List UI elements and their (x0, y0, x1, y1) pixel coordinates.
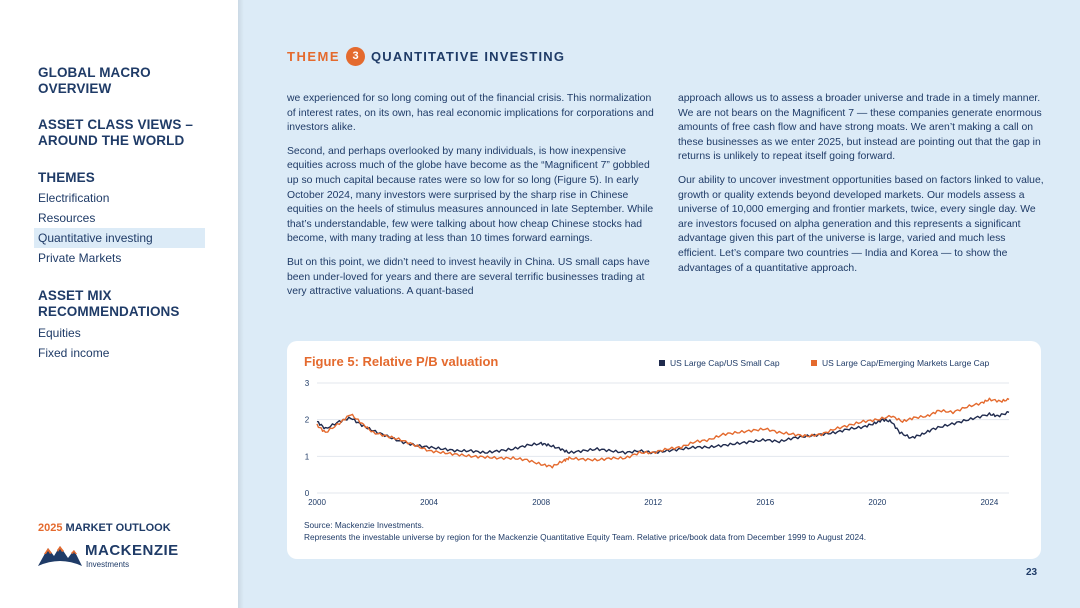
nav-item-resources[interactable]: Resources (38, 211, 96, 225)
nav-asset-mix (38, 288, 218, 363)
legend-label: US Large Cap/US Small Cap (670, 358, 780, 368)
nav-asset-class[interactable] (38, 117, 218, 149)
nav-heading-themes[interactable]: THEMES (38, 170, 95, 185)
x-tick-label: 2016 (756, 498, 775, 507)
theme-title: QUANTITATIVE INVESTING (371, 48, 566, 64)
chart-source: Source: Mackenzie Investments. (304, 520, 424, 530)
legend-swatch-navy (659, 360, 665, 366)
body-paragraph: But on this point, we didn’t need to invest heavily in China. US small caps have been under-loved for years and there are several terrific businesses trading at very attractive valuations. A quant-based (287, 256, 650, 298)
nav-heading-global-macro[interactable]: GLOBAL MACRO OVERVIEW (38, 65, 151, 96)
body-paragraph: approach allows us to assess a broader universe and trade in a timely manner. We are not bears on the Magnificent 7 — these companies generate enormous amounts of free cash flow and have strong moats. We aren’t making a call on these businesses as we enter 2025, but instead are pointing out that the gap in returns is unlikely to repeat itself going forward. (678, 93, 1042, 163)
nav-item-private-markets[interactable]: Private Markets (38, 251, 122, 265)
body-paragraph: we experienced for so long coming out of the financial crisis. This normalization of interest rates, on its own, has real economic implications for corporations and investors alike. (287, 93, 654, 134)
theme-header (287, 45, 565, 67)
logo-wordmark: MACKENZIE (85, 542, 179, 559)
page-number: 23 (1026, 567, 1038, 578)
body-column-left (287, 92, 659, 309)
body-paragraph: Our ability to uncover investment opportunities based on factors linked to value, growth or quality extends beyond developed markets. Our models assess a universe of 10,000 emerging and frontier markets, twice, every single day. We are investors focused on alpha generation and this represents a significant advantage given this part of the universe is large, varied and much less efficient. Let’s compare two countries — India and Korea — to show the advantages of a quantitative approach. (678, 174, 1044, 274)
nav-global-macro[interactable] (38, 65, 218, 97)
logo-subtitle: Investments (86, 560, 130, 569)
nav-heading-asset-mix[interactable]: ASSET MIX RECOMMENDATIONS (38, 288, 180, 319)
outlook-year: 2025 (38, 522, 63, 534)
chart-source-note (304, 519, 1024, 543)
series-line-large-em (317, 398, 1009, 468)
x-tick-label: 2020 (868, 498, 887, 507)
theme-label: THEME (287, 48, 340, 64)
theme-number-badge: 3 (346, 47, 365, 66)
legend-item-large-em (811, 358, 989, 368)
body-paragraph: Second, and perhaps overlooked by many individuals, is how inexpensive equities across much of the globe have become as the “Magnificent 7” gobbled up so much capital because rates were so low for so long (Figure 5). In early October 2024, many investors were surprised by the sharp rise in Chinese equities on the heels of stimulus measures announced in late September. While that’s understandable, few were talking about how cheap Chinese stocks had become, with many trading at less than 10 times forward earnings. (287, 145, 654, 245)
nav-heading-asset-class[interactable]: ASSET CLASS VIEWS – AROUND THE WORLD (38, 117, 193, 148)
chart-card (287, 341, 1041, 559)
chart-title: Figure 5: Relative P/B valuation (304, 354, 499, 369)
y-tick-label: 2 (304, 415, 310, 425)
body-column-right (678, 92, 1046, 285)
x-tick-label: 2024 (980, 498, 999, 507)
nav-item-equities[interactable]: Equities (38, 326, 81, 340)
legend-item-large-small (659, 358, 780, 368)
x-tick-label: 2004 (420, 498, 438, 507)
nav-item-fixed-income[interactable]: Fixed income (38, 346, 110, 360)
y-tick-label: 0 (304, 489, 310, 498)
x-tick-label: 2000 (308, 498, 326, 507)
nav-item-electrification[interactable]: Electrification (38, 191, 110, 205)
legend-label: US Large Cap/Emerging Markets Large Cap (822, 358, 990, 368)
y-tick-label: 1 (304, 452, 310, 462)
chart-note: Represents the investable universe by region for the Mackenzie Quantitative Equity Team. Relative price/book data from December 1999 to August 2024. (304, 532, 867, 542)
x-tick-label: 2008 (532, 498, 551, 507)
outlook-text: MARKET OUTLOOK (65, 522, 171, 534)
nav-themes (38, 170, 218, 268)
mackenzie-mountain-icon (38, 542, 82, 568)
sidebar (0, 0, 238, 608)
nav-item-quantitative-investing[interactable]: Quantitative investing (34, 228, 205, 248)
mackenzie-logo (38, 540, 188, 570)
x-tick-label: 2012 (644, 498, 663, 507)
legend-swatch-orange (811, 360, 817, 366)
market-outlook-label (38, 522, 171, 534)
y-tick-label: 3 (304, 379, 310, 388)
